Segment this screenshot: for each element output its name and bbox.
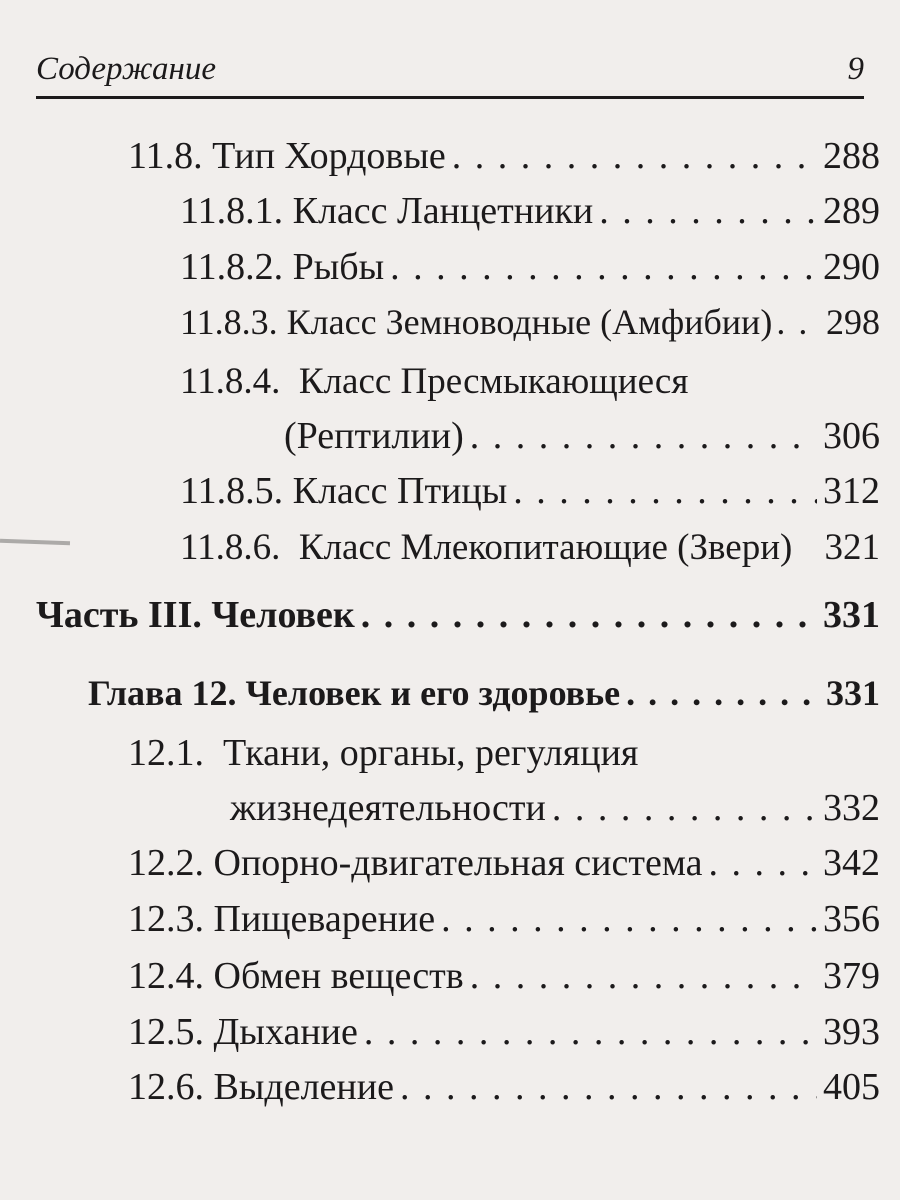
toc-entry-page: 342: [823, 842, 880, 884]
toc-entry-page: 379: [823, 955, 880, 997]
toc-entry-page: 290: [823, 246, 880, 288]
toc-entry-page: 393: [823, 1011, 880, 1053]
leader-dots: [776, 297, 822, 347]
toc-entry-page: 332: [823, 787, 880, 829]
toc-entry: [180, 466, 880, 516]
toc-entry: [180, 297, 880, 347]
toc-entry-title: Тип Хордовые: [212, 135, 446, 177]
toc-entry-number: 12.5.: [128, 1011, 204, 1053]
toc-entry-page: 405: [823, 1066, 880, 1108]
toc-entry: [180, 357, 688, 407]
toc-chapter-title: Глава 12. Человек и его здоровье: [88, 673, 621, 713]
leader-dots: [709, 838, 818, 888]
toc-entry-title: Класс Пресмыкающиеся: [298, 361, 689, 402]
toc-entry: [128, 894, 880, 944]
toc-entry-page-wrap: [825, 523, 881, 573]
toc-entry-title-cont: жизнедеятельности: [230, 787, 546, 829]
toc-entry-number: 11.8.1.: [180, 190, 284, 232]
leader-dots: [513, 466, 817, 516]
toc-entry-number: 12.6.: [128, 1066, 204, 1108]
toc-entry-number: 11.8.2.: [180, 246, 284, 288]
toc-part-title: Часть III. Человек: [36, 594, 355, 636]
toc-entry: [180, 186, 880, 236]
toc-entry-title: Ткани, органы, регуляция: [223, 732, 639, 774]
toc-entry: [128, 838, 880, 888]
toc-entry-page: 331: [823, 594, 880, 636]
toc-entry-number: 11.8.: [128, 135, 203, 177]
toc-entry-title: Класс Ланцетники: [292, 190, 594, 232]
toc-entry: [128, 1007, 880, 1057]
toc-entry-page: 289: [823, 190, 880, 232]
toc-entry: [128, 131, 880, 181]
leader-dots: [361, 590, 817, 640]
toc-entry-page: 306: [823, 415, 880, 457]
toc-entry-number: 12.1.: [128, 732, 204, 774]
toc-chapter-entry: [88, 668, 880, 718]
toc-entry-title: Опорно-двигательная система: [213, 842, 703, 884]
toc-entry-title: Дыхание: [213, 1011, 358, 1053]
toc-entry-number: 11.8.3.: [180, 302, 278, 342]
toc-entry-title-cont: (Рептилии): [284, 415, 464, 457]
leader-dots: [626, 668, 820, 718]
toc-entry-title: Класс Млекопитающие (Звери): [298, 527, 793, 568]
toc-entry: [128, 728, 638, 778]
toc-entry-title: Класс Земноводные (Амфибии): [286, 302, 773, 342]
toc-entry-title: Пищеварение: [213, 898, 436, 940]
leader-dots: [441, 894, 817, 944]
header-title: Содержание: [36, 51, 217, 87]
leader-dots: [552, 783, 817, 833]
toc-entry-title: Рыбы: [292, 246, 385, 288]
toc-entry-continuation: [230, 783, 880, 833]
leader-dots: [470, 411, 817, 461]
toc-entry-continuation: [284, 411, 880, 461]
leader-dots: [452, 131, 817, 181]
leader-dots: [599, 186, 817, 236]
toc-entry-number: 11.8.6.: [180, 527, 281, 568]
toc-entry-title: Обмен веществ: [213, 955, 464, 997]
toc-entry-page: 331: [826, 673, 880, 713]
toc-entry-number: 11.8.4.: [180, 361, 281, 402]
toc-entry-page: 298: [826, 302, 880, 342]
toc-entry: [128, 1062, 880, 1112]
leader-dots: [400, 1062, 817, 1112]
header-page-number: 9: [847, 51, 864, 87]
toc-entry: [180, 523, 792, 573]
toc-entry-page: 312: [823, 470, 880, 512]
toc-entry-page: 288: [823, 135, 880, 177]
toc-entry-title: Класс Птицы: [292, 470, 508, 512]
toc-entry-page: 356: [823, 898, 880, 940]
leader-dots: [364, 1007, 817, 1057]
leader-dots: [390, 242, 817, 292]
toc-part-entry: [36, 590, 880, 640]
toc-entry-number: 12.2.: [128, 842, 204, 884]
toc-entry-number: 11.8.5.: [180, 470, 284, 512]
toc-entry: [128, 951, 880, 1001]
toc-entry: [180, 242, 880, 292]
toc-entry-page: 321: [824, 527, 880, 568]
toc-entry-number: 12.3.: [128, 898, 204, 940]
toc-entry-title: Выделение: [213, 1066, 394, 1108]
toc-entry-number: 12.4.: [128, 955, 204, 997]
leader-dots: [470, 951, 817, 1001]
